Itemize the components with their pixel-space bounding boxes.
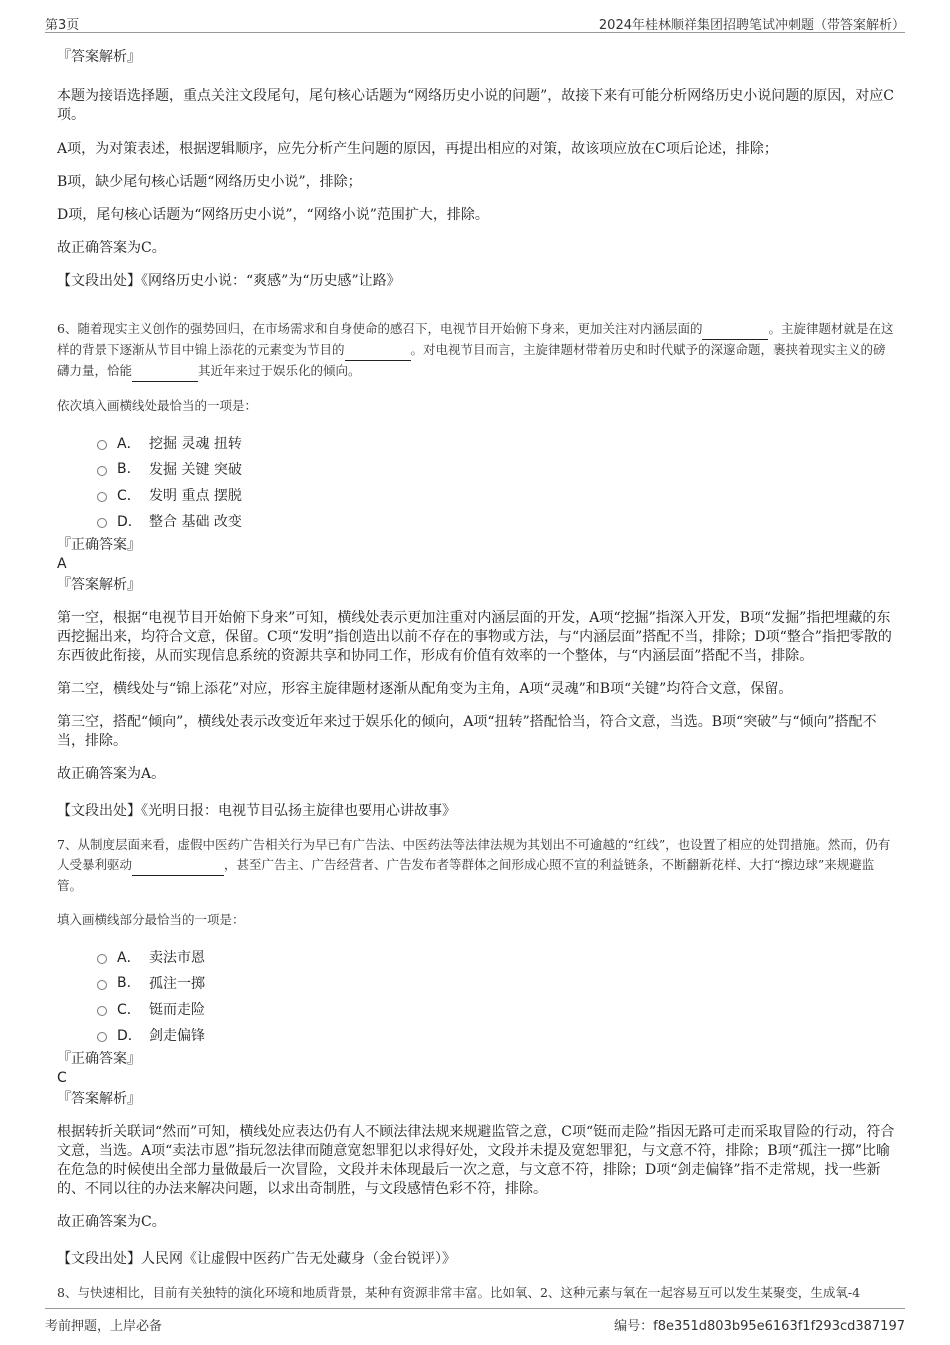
q6-blank-1 (702, 319, 768, 340)
option-text: 发掘 关键 突破 (149, 462, 242, 478)
option-letter: A． (117, 436, 141, 452)
option-text: 孤注一掷 (149, 976, 205, 992)
footer-serial: 编号：f8e351d803b95e6163f1f293cd387197 (614, 1319, 905, 1334)
q6-instruction: 依次填入画横线处最恰当的一项是： (57, 398, 258, 413)
q7-option-b[interactable] (97, 970, 895, 996)
page-header (45, 10, 905, 33)
q7-option-a[interactable] (97, 944, 895, 970)
radio-icon[interactable] (97, 440, 107, 450)
analysis-label: 『答案解析』 (57, 1091, 141, 1107)
radio-icon[interactable] (97, 1032, 107, 1042)
q6-option-a[interactable] (97, 430, 895, 456)
q6-analysis-p3: 第三空，搭配“倾向”，横线处表示改变近年来过于娱乐化的倾向，A项“扭转”搭配恰当，符合文意，当选。B项“突破”与“倾向”搭配不当，排除。 (57, 714, 877, 749)
q7-answer: C (57, 1070, 67, 1086)
radio-icon[interactable] (97, 1006, 107, 1016)
q7-stem-part1: 7、从制度层面来看，虚假中医药广告相关行为早已有广告法、中医药法等法律法规为其划出不可逾越的“红线”，也设置了相应的处罚措施。然而，仍有人受暴利驱动 (57, 837, 891, 872)
option-text: 整合 基础 改变 (149, 514, 242, 530)
q7-stem (57, 835, 895, 896)
q7-blank-1 (132, 855, 224, 876)
correct-answer-label: 『正确答案』 (57, 1051, 141, 1067)
q5-conclusion: 故正确答案为C。 (57, 240, 166, 256)
option-text: 铤而走险 (149, 1002, 205, 1018)
option-letter: D． (117, 1028, 142, 1044)
q6-analysis-p2: 第二空，横线处与“锦上添花”对应，形容主旋律题材逐渐从配角变为主角，A项“灵魂”和B项“关键”均符合文意，保留。 (57, 681, 793, 697)
q6-analysis-p1: 第一空，根据“电视节目开始俯下身来”可知，横线处表示更加注重对内涵层面的开发，A项“挖掘”指深入开发，B项“发掘”指把埋藏的东西挖掘出来，均符合文意，保留。C项“发明”指创造出以前不存在的事物或方法，与“内涵层面”搭配不当，排除；D项“整合”指把零散的东西彼此衔接，从而实现信息系统的资源共享和协同工作，形成有价值有效率的一个整体，与“内涵层面”搭配不当，排除。 (57, 610, 892, 664)
page-content (57, 40, 895, 1304)
correct-answer-label: 『正确答案』 (57, 537, 141, 553)
q6-answer: A (57, 556, 67, 572)
q7-options (57, 944, 895, 1048)
analysis-label: 『答案解析』 (57, 49, 141, 65)
q6-source: 【文段出处】《光明日报：电视节目弘扬主旋律也要用心讲故事》 (57, 803, 456, 819)
q5-source: 【文段出处】《网络历史小说：“爽感”为“历史感”让路》 (57, 273, 401, 289)
q5-analysis-p1: 本题为接语选择题，重点关注文段尾句，尾句核心话题为“网络历史小说的问题”，故接下来有可能分析网络历史小说问题的原因，对应C项。 (57, 88, 895, 123)
q7-instruction: 填入画横线部分最恰当的一项是： (57, 912, 245, 927)
option-letter: D． (117, 514, 142, 530)
q7-option-c[interactable] (97, 996, 895, 1022)
option-text: 剑走偏锋 (149, 1028, 205, 1044)
q6-blank-2 (345, 340, 411, 361)
option-text: 挖掘 灵魂 扭转 (149, 436, 242, 452)
q6-conclusion: 故正确答案为A。 (57, 766, 166, 782)
q6-option-b[interactable] (97, 456, 895, 482)
radio-icon[interactable] (97, 492, 107, 502)
radio-icon[interactable] (97, 980, 107, 990)
radio-icon[interactable] (97, 954, 107, 964)
q6-stem (57, 319, 895, 382)
document-title: 2024年桂林顺祥集团招聘笔试冲刺题（带答案解析） (598, 18, 905, 33)
q7-stem-part2: ，甚至广告主、广告经营者、广告发布者等群体之间形成心照不宣的利益链条，不断翻新花样、大打“擦边球”来规避监管。 (57, 857, 875, 893)
radio-icon[interactable] (97, 518, 107, 528)
option-letter: C． (117, 1002, 141, 1018)
option-text: 发明 重点 摆脱 (149, 488, 242, 504)
footer-slogan: 考前押题，上岸必备 (45, 1319, 163, 1334)
page-number: 第3页 (45, 18, 80, 33)
q6-stem-part2: 。主旋律题材就是在这样的背景下逐渐从节目中锦上添花的元素变为节目的 (57, 321, 894, 357)
q7-option-d[interactable] (97, 1022, 895, 1048)
q8-stem-partial: 8、与快速相比，目前有关独特的演化环境和地质背景，某种有资源非常丰富。比如氧、2、这种元素与氧在一起容易互可以发生某聚变，生成氧-4 (57, 1285, 861, 1300)
q7-source: 【文段出处】人民网《让虚假中医药广告无处藏身（金台锐评）》 (57, 1251, 456, 1267)
q6-options (57, 430, 895, 534)
analysis-label: 『答案解析』 (57, 577, 141, 593)
option-letter: B. (117, 461, 132, 477)
q6-blank-3 (132, 361, 198, 382)
q7-analysis-p1: 根据转折关联词“然而”可知，横线处应表达仍有人不顾法律法规来规避监管之意，C项“铤而走险”指因无路可走而采取冒险的行动，符合文意，当选。A项“卖法市恩”指玩忽法律而随意宽恕罪犯以求得好处，文段并未提及宽恕罪犯，与文意不符，排除；B项“孤注一掷”比喻在危急的时候使出全部力量做最后一次冒险，文段并未体现最后一次之意，与文意不符，排除；D项“剑走偏锋”指不走常规，找一些新的、不同以往的办法来解决问题，以求出奇制胜，与文段感情色彩不符，排除。 (57, 1124, 895, 1197)
q5-analysis-p2: A项，为对策表述，根据逻辑顺序，应先分析产生问题的原因，再提出相应的对策，故该项应放在C项后论述，排除； (57, 141, 778, 157)
option-letter: C． (117, 488, 141, 504)
q6-stem-part4: 其近年来过于娱乐化的倾向。 (198, 363, 361, 378)
q6-stem-part1: 6、随着现实主义创作的强势回归，在市场需求和自身使命的感召下，电视节目开始俯下身来，更加关注对内涵层面的 (57, 321, 703, 336)
option-letter: A． (117, 950, 141, 966)
page-footer (45, 1308, 905, 1335)
q7-conclusion: 故正确答案为C。 (57, 1214, 166, 1230)
option-text: 卖法市恩 (149, 950, 205, 966)
radio-icon[interactable] (97, 466, 107, 476)
option-letter: B. (117, 975, 132, 991)
q5-analysis-p4: D项，尾句核心话题为“网络历史小说”，“网络小说”范围扩大，排除。 (57, 207, 489, 223)
q6-stem-part3: 。对电视节目而言，主旋律题材带着历史和时代赋予的深邃命题，裹挟着现实主义的磅礴力量，恰能 (57, 342, 886, 378)
q6-option-d[interactable] (97, 508, 895, 534)
q6-option-c[interactable] (97, 482, 895, 508)
q5-analysis-p3: B项，缺少尾句核心话题“网络历史小说”，排除； (57, 174, 362, 190)
